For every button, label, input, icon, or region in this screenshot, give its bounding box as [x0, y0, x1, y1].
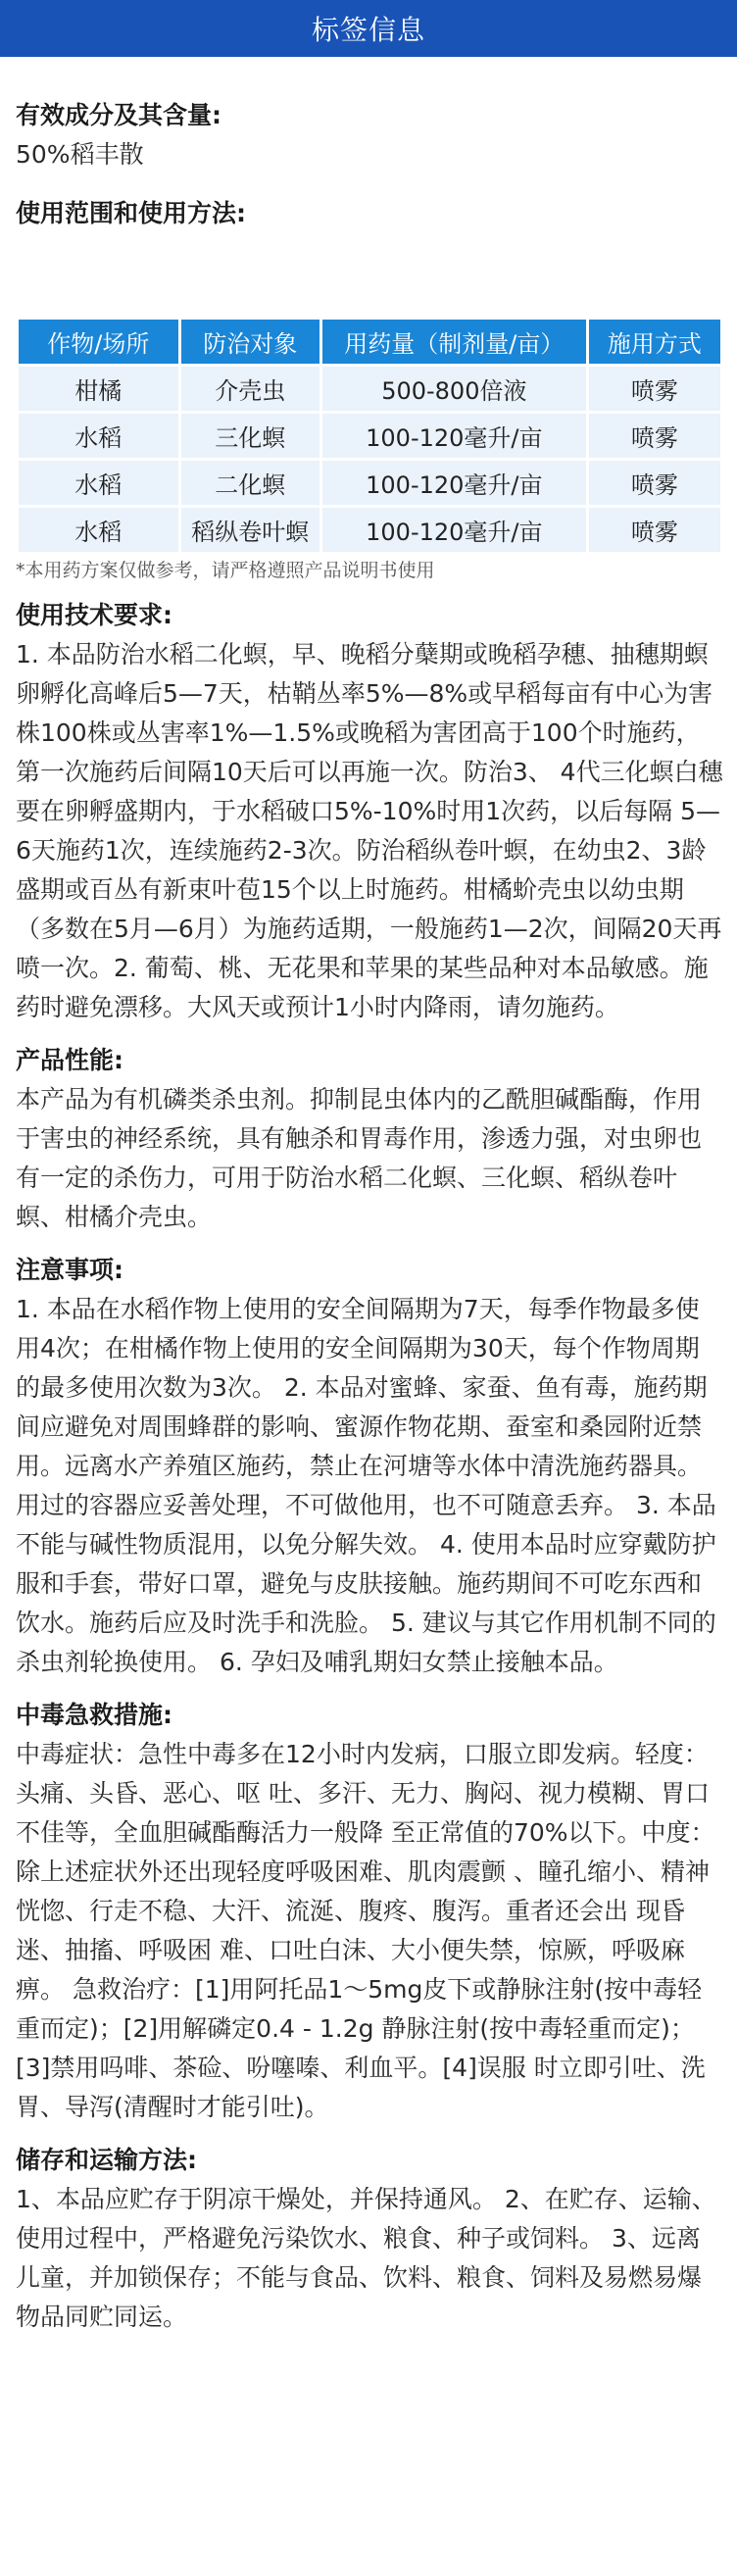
- cell-dosage: 100-120毫升/亩: [322, 508, 586, 552]
- page-title: 标签信息: [311, 14, 425, 46]
- storage-body: 1、本品应贮存于阴凉干燥处，并保持通风。 2、在贮存、运输、使用过程中，严格避免污染饮水、粮食、种子或饲料。 3、远离儿童，并加锁保存；不能与食品、饮料、粮食、饲料及易燃易爆物品同贮同运。: [16, 2185, 716, 2331]
- table-row: [19, 367, 720, 411]
- dosage-table-header: [19, 320, 720, 364]
- cell-dosage: 100-120毫升/亩: [322, 414, 586, 458]
- cell-crop: 水稻: [19, 414, 178, 458]
- cell-crop: 柑橘: [19, 367, 178, 411]
- column-header-crop: 作物/场所: [19, 320, 178, 364]
- column-header-target: 防治对象: [181, 320, 319, 364]
- first-aid-heading: 中毒急救措施:: [16, 1701, 172, 1729]
- column-header-dosage: 用药量（制剂量/亩）: [322, 320, 586, 364]
- precautions-body: 1. 本品在水稻作物上使用的安全间隔期为7天，每季作物最多使用4次；在柑橘作物上使用的安全间隔期为30天，每个作物周期的最多使用次数为3次。 2. 本品对蜜蜂、家蚕、鱼有毒，施药期间应避免对周围蜂群的影响、蜜源作物花期、蚕室和桑园附近禁用。远离水产养殖区施药，禁止在河塘等水体中清洗施药器具。用过的容器应妥善处理，不可做他用，也不可随意丢弃。 3. 本品不能与碱性物质混用，以免分解失效。 4. 使用本品时应穿戴防护服和手套，带好口罩，避免与皮肤接触。施药期间不可吃东西和饮水。施药后应及时洗手和洗脸。 5. 建议与其它作用机制不同的杀虫剂轮换使用。 6. 孕妇及哺乳期妇女禁止接触本品。: [16, 1295, 716, 1676]
- technical-heading: 使用技术要求:: [16, 601, 172, 629]
- cell-crop: 水稻: [19, 508, 178, 552]
- dosage-table: [16, 317, 723, 555]
- usage-section: [16, 194, 723, 584]
- cell-method: 喷雾: [589, 461, 720, 505]
- table-note: *本用药方案仅做参考，请严格遵照产品说明书使用: [16, 560, 435, 581]
- ingredients-value: 50%稻丰散: [16, 140, 144, 169]
- storage-heading: 储存和运输方法:: [16, 2146, 197, 2174]
- cell-dosage: 100-120毫升/亩: [322, 461, 586, 505]
- cell-target: 三化螟: [181, 414, 319, 458]
- precautions-heading: 注意事项:: [16, 1256, 123, 1284]
- cell-method: 喷雾: [589, 367, 720, 411]
- performance-section: [16, 1041, 723, 1237]
- cell-target: 介壳虫: [181, 367, 319, 411]
- usage-heading: 使用范围和使用方法:: [16, 199, 246, 227]
- cell-dosage: 500-800倍液: [322, 367, 586, 411]
- cell-method: 喷雾: [589, 414, 720, 458]
- cell-crop: 水稻: [19, 461, 178, 505]
- dosage-table-wrap: [16, 317, 723, 555]
- column-header-method: 施用方式: [589, 320, 720, 364]
- precautions-section: [16, 1251, 723, 1682]
- table-row: [19, 414, 720, 458]
- label-content: [0, 96, 737, 2337]
- technical-section: [16, 596, 723, 1027]
- table-row: [19, 508, 720, 552]
- cell-target: 二化螟: [181, 461, 319, 505]
- first-aid-section: [16, 1696, 723, 2127]
- performance-body: 本产品为有机磷类杀虫剂。抑制昆虫体内的乙酰胆碱酯酶，作用于害虫的神经系统，具有触杀和胃毒作用，渗透力强，对虫卵也有一定的杀伤力，可用于防治水稻二化螟、三化螟、稻纵卷叶螟、柑橘介壳虫。: [16, 1085, 703, 1231]
- page-header: [0, 0, 737, 57]
- cell-method: 喷雾: [589, 508, 720, 552]
- first-aid-body: 中毒症状：急性中毒多在12小时内发病，口服立即发病。轻度：头痛、头昏、恶心、呕 吐、多汗、无力、胸闷、视力模糊、胃口不佳等，全血胆碱酯酶活力一般降 至正常值的70%以下。中度：除上述症状外还出现轻度呼吸困难、肌肉震颤 、瞳孔缩小、精神恍惚、行走不稳、大汗、流涎、腹疼、腹泻。重者还会出 现昏迷、抽搐、呼吸困 难、口吐白沫、大小便失禁，惊厥，呼吸麻痹。 急救治疗：[1]用阿托品1～5mg皮下或静脉注射(按中毒轻重而定)；[2]用解磷定0.4 - 1.2g 静脉注射(按中毒轻重而定)；[3]禁用吗啡、茶硷、吩噻嗪、利血平。[4]误服 时立即引吐、洗胃、导泻(清醒时才能引吐)。: [16, 1740, 715, 2121]
- ingredients-heading: 有效成分及其含量:: [16, 101, 221, 129]
- cell-target: 稻纵卷叶螟: [181, 508, 319, 552]
- technical-body: 1. 本品防治水稻二化螟，早、晚稻分蘖期或晚稻孕穗、抽穗期螟卵孵化高峰后5—7天，枯鞘丛率5%—8%或早稻每亩有中心为害株100株或丛害率1%—1.5%或晚稻为害团高于100个时施药，第一次施药后间隔10天后可以再施一次。防治3、 4代三化螟白穗要在卵孵盛期内，于水稻破口5%-10%时用1次药，以后每隔 5—6天施药1次，连续施药2-3次。防治稻纵卷叶螟，在幼虫2、3龄盛期或百丛有新束叶苞15个以上时施药。柑橘蚧壳虫以幼虫期（多数在5月—6月）为施药适期，一般施药1—2次，间隔20天再喷一次。2. 葡萄、桃、无花果和苹果的某些品种对本品敏感。施药时避免漂移。大风天或预计1小时内降雨，请勿施药。: [16, 640, 723, 1021]
- table-row: [19, 461, 720, 505]
- performance-heading: 产品性能:: [16, 1046, 123, 1074]
- ingredients-section: [16, 96, 723, 174]
- storage-section: [16, 2141, 723, 2337]
